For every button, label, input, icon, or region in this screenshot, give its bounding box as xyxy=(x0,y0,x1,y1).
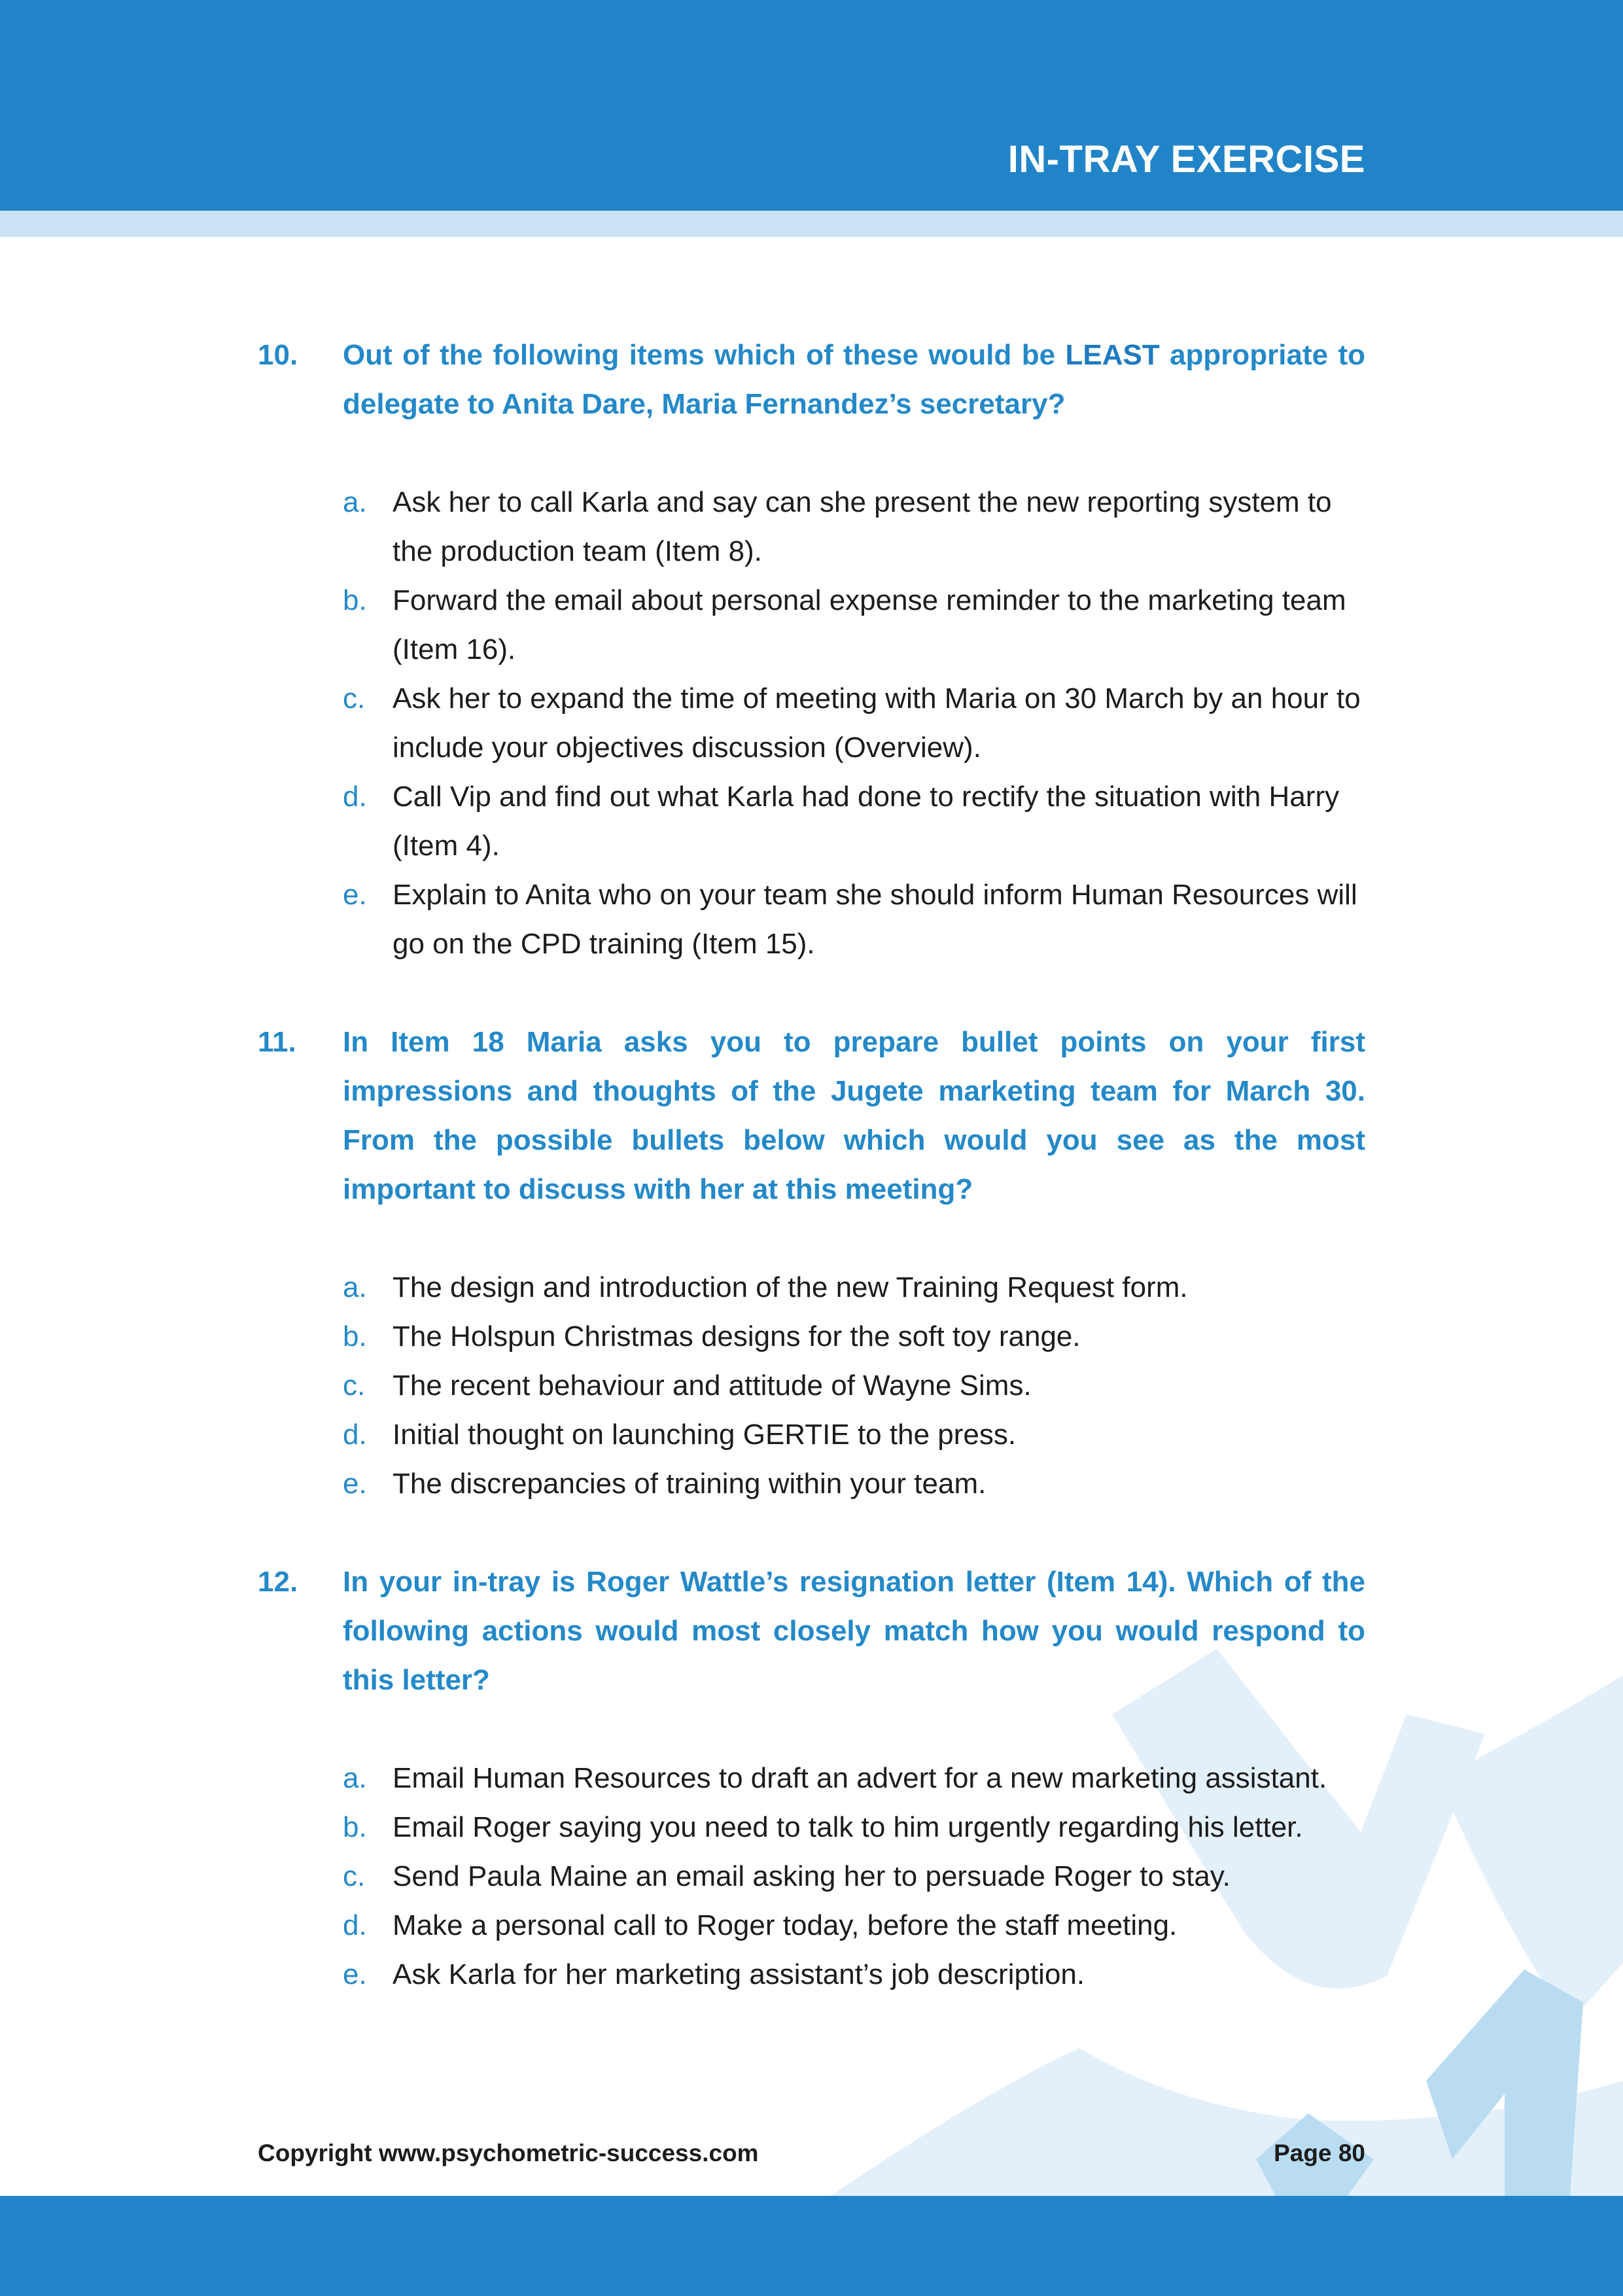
option-letter: d. xyxy=(343,1419,367,1451)
answer-option xyxy=(343,1410,1365,1459)
option-letter: a. xyxy=(343,1271,367,1303)
answer-option xyxy=(343,772,1365,870)
option-text: Forward the email about personal expense reminder to the marketing team (Item 16). xyxy=(393,584,1346,665)
question-prompt xyxy=(258,1557,1365,1704)
option-letter: a. xyxy=(343,1762,367,1794)
option-letter: c. xyxy=(343,682,366,715)
answer-option xyxy=(343,1361,1365,1410)
question-text: In your in-tray is Roger Wattle’s resignation letter (Item 14). Which of the following actions would most closely match how you would respond to this letter? xyxy=(343,1566,1365,1696)
answer-option xyxy=(343,1312,1365,1361)
option-letter: d. xyxy=(343,781,367,813)
option-letter: b. xyxy=(343,1811,367,1843)
option-letter: e. xyxy=(343,879,367,911)
option-text: The recent behaviour and attitude of Wayne Sims. xyxy=(393,1369,1032,1402)
option-text: Make a personal call to Roger today, before the staff meeting. xyxy=(393,1909,1178,1941)
answer-option xyxy=(343,1901,1365,1950)
answer-options xyxy=(343,1754,1365,1999)
option-letter: e. xyxy=(343,1958,367,1990)
question-text: Out of the following items which of these would be xyxy=(343,339,1066,371)
answer-option xyxy=(343,1754,1365,1803)
page-number: Page 80 xyxy=(1274,2140,1365,2166)
option-text: Send Paula Maine an email asking her to persuade Roger to stay. xyxy=(393,1860,1230,1892)
footer-band xyxy=(0,2196,1623,2296)
option-text: Email Human Resources to draft an advert for a new marketing assistant. xyxy=(393,1762,1327,1794)
question-list xyxy=(258,330,1365,1999)
spacer xyxy=(258,1508,1365,1557)
option-text: Ask her to call Karla and say can she present the new reporting system to the production team (Item 8). xyxy=(393,486,1332,567)
option-letter: d. xyxy=(343,1909,367,1941)
option-letter: b. xyxy=(343,1320,367,1352)
option-letter: c. xyxy=(343,1860,366,1892)
answer-option xyxy=(343,576,1365,674)
option-text: The discrepancies of training within your team. xyxy=(393,1468,986,1500)
page-title: IN-TRAY EXERCISE xyxy=(1007,138,1365,181)
answer-option xyxy=(343,1950,1365,1999)
answer-option xyxy=(343,1459,1365,1508)
question-number: 11. xyxy=(258,1026,296,1058)
option-text: Initial thought on launching GERTIE to the press. xyxy=(393,1419,1017,1451)
question-text: In Item 18 Maria asks you to prepare bullet points on your first impressions and thoughts of the Jugete marketing team for March 30. From the possible bullets below which would you see as the most important to discuss with her at this meeting? xyxy=(343,1026,1365,1205)
option-text: Explain to Anita who on your team she should inform Human Resources will go on the CPD training (Item 15). xyxy=(393,879,1357,960)
question-number: 10. xyxy=(258,339,298,371)
answer-option xyxy=(343,1803,1365,1852)
option-text: Ask her to expand the time of meeting with Maria on 30 March by an hour to include your objectives discussion (Overview). xyxy=(393,682,1361,764)
answer-option xyxy=(343,674,1365,772)
question-11 xyxy=(258,1017,1365,1508)
answer-option xyxy=(343,870,1365,968)
answer-option xyxy=(343,1852,1365,1901)
option-text: The Holspun Christmas designs for the soft toy range. xyxy=(393,1320,1081,1352)
answer-option xyxy=(343,478,1365,576)
question-10 xyxy=(258,330,1365,968)
option-letter: c. xyxy=(343,1369,366,1402)
question-text-continued: appropriate to delegate to Anita Dare, Maria Fernandez’s secretary? xyxy=(343,339,1365,420)
option-letter: b. xyxy=(343,584,367,616)
question-12 xyxy=(258,1557,1365,1999)
option-text: The design and introduction of the new Training Request form. xyxy=(393,1271,1188,1303)
spacer xyxy=(258,968,1365,1017)
copyright-notice: Copyright www.psychometric-success.com xyxy=(258,2140,759,2166)
question-emphasis: LEAST xyxy=(1065,339,1160,371)
answer-options xyxy=(343,1263,1365,1508)
option-text: Call Vip and find out what Karla had done to rectify the situation with Harry (Item 4). xyxy=(393,781,1340,862)
answer-option xyxy=(343,1263,1365,1312)
option-letter: a. xyxy=(343,486,367,518)
question-prompt xyxy=(258,1017,1365,1214)
question-number: 12. xyxy=(258,1566,298,1598)
question-prompt xyxy=(258,330,1365,429)
answer-options xyxy=(343,478,1365,968)
option-text: Email Roger saying you need to talk to him urgently regarding his letter. xyxy=(393,1811,1303,1843)
option-text: Ask Karla for her marketing assistant’s job description. xyxy=(393,1958,1085,1990)
option-letter: e. xyxy=(343,1468,367,1500)
